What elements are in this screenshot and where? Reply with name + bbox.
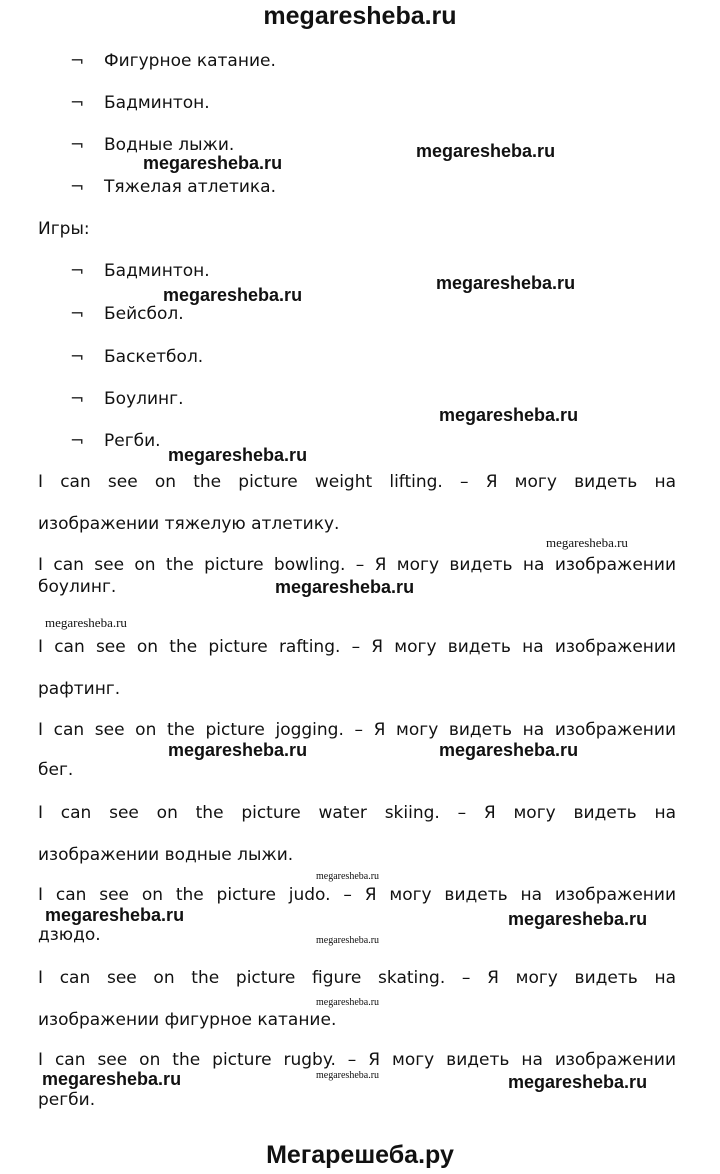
sentence-paragraph [38, 802, 676, 866]
list-item-text: Бадминтон. [104, 261, 210, 281]
watermark: megaresheba.ru [168, 445, 308, 465]
watermark-small: megaresheba.ru [316, 997, 380, 1008]
watermark: megaresheba.ru [163, 285, 303, 305]
list-item-text: Регби. [104, 431, 161, 451]
bullet-mark: ¬ [70, 93, 85, 113]
bullet-mark: ¬ [70, 347, 85, 367]
list-item-text: Бадминтон. [104, 93, 210, 113]
list-item [70, 388, 184, 410]
sentence-line-2: регби. [38, 1090, 96, 1110]
list-item-text: Боулинг. [104, 389, 184, 409]
sentence-line-1: I can see on the picture jogging. – Я могу видеть на изображении [38, 720, 676, 740]
list-item [70, 50, 276, 72]
watermark-small: megaresheba.ru [316, 935, 380, 946]
sentence-line-2: изображении водные лыжи. [38, 845, 294, 865]
bullet-mark: ¬ [70, 389, 85, 409]
list-item [70, 346, 203, 368]
sentence-line-1: I can see on the picture rafting. – Я могу видеть на изображении [38, 637, 676, 657]
sentence-line-2: дзюдо. [38, 925, 101, 945]
list-item-text: Фигурное катание. [104, 51, 276, 71]
sentence-line-2: изображении фигурное катание. [38, 1010, 337, 1030]
watermark: megaresheba.ru [508, 1072, 648, 1092]
list-item [70, 176, 276, 198]
watermark: megaresheba.ru [42, 1069, 182, 1089]
sentence-line-1: I can see on the picture figure skating. – Я могу видеть на [38, 968, 676, 988]
list-item [70, 430, 161, 452]
sentence-line-1: I can see on the picture water skiing. – Я могу видеть на [38, 803, 676, 823]
bullet-mark: ¬ [70, 431, 85, 451]
list-item [70, 303, 184, 325]
sentence-line-1: I can see on the picture judo. – Я могу видеть на изображении [38, 885, 676, 905]
bullet-mark: ¬ [70, 135, 85, 155]
sentence-line-2: бег. [38, 760, 74, 780]
list-item-text: Баскетбол. [104, 347, 204, 367]
list-item-text: Водные лыжи. [104, 135, 235, 155]
watermark-small: megaresheba.ru [546, 535, 628, 550]
list-item-text: Тяжелая атлетика. [104, 177, 276, 197]
watermark: megaresheba.ru [439, 405, 579, 425]
list-item [70, 92, 210, 114]
watermark: megaresheba.ru [275, 577, 415, 597]
sentence-line-2: изображении тяжелую атлетику. [38, 514, 340, 534]
sentence-paragraph [38, 471, 676, 535]
sentence-paragraph [38, 719, 676, 781]
sentence-line-1: I can see on the picture bowling. – Я могу видеть на изображении [38, 555, 676, 575]
sentence-paragraph [38, 636, 676, 700]
sentence-line-1: I can see on the picture weight lifting. – Я могу видеть на [38, 472, 676, 492]
sentence-line-1: I can see on the picture rugby. – Я могу видеть на изображении [38, 1050, 676, 1070]
bullet-mark: ¬ [70, 261, 85, 281]
watermark: megaresheba.ru [45, 905, 185, 925]
watermark: megaresheba.ru [143, 153, 283, 173]
watermark-small: megaresheba.ru [316, 871, 380, 882]
watermark: megaresheba.ru [436, 273, 576, 293]
watermark: megaresheba.ru [416, 141, 556, 161]
list-item [70, 260, 210, 282]
games-label: Игры: [38, 219, 90, 239]
bullet-mark: ¬ [70, 304, 85, 324]
watermark-small: megaresheba.ru [316, 1070, 380, 1081]
watermark-small: megaresheba.ru [45, 615, 127, 630]
sentence-line-2: рафтинг. [38, 679, 121, 699]
bullet-mark: ¬ [70, 51, 85, 71]
watermark: megaresheba.ru [168, 740, 308, 760]
list-item-text: Бейсбол. [104, 304, 184, 324]
bullet-mark: ¬ [70, 177, 85, 197]
page-footer-site-name: Мегарешеба.ру [266, 1141, 454, 1169]
sentence-line-2: боулинг. [38, 577, 117, 597]
watermark: megaresheba.ru [508, 909, 648, 929]
page-header-site-name: megaresheba.ru [263, 2, 457, 30]
watermark: megaresheba.ru [439, 740, 579, 760]
